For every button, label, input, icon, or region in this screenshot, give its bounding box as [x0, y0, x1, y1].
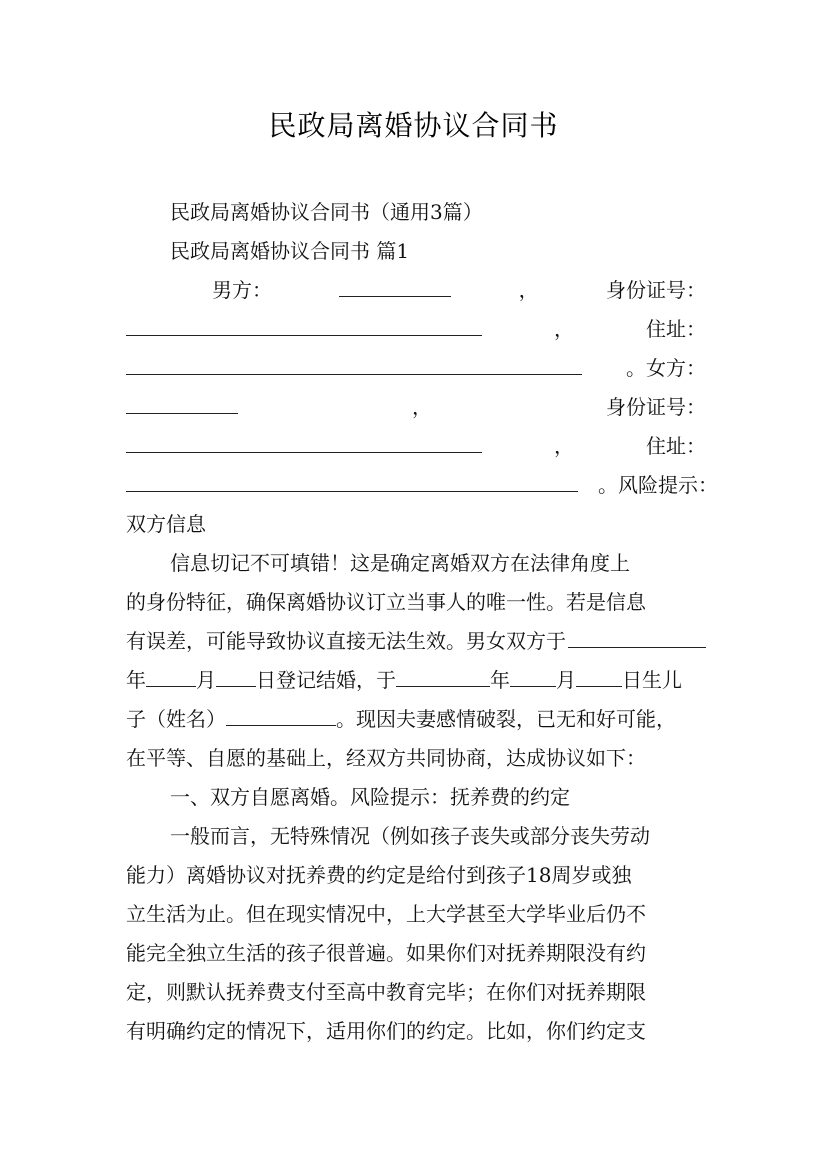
marriage-day-blank [216, 668, 256, 687]
male-address-label: 住址： [646, 317, 706, 341]
paragraph-line: 能力）离婚协议对抚养费的约定是给付到孩子18周岁或独 [126, 863, 632, 887]
form-line-female [126, 394, 706, 420]
paragraph-line: 有明确约定的情况下，适用你们的约定。比如，你们约定支 [126, 1019, 646, 1043]
male-id-label: 身份证号： [605, 278, 706, 302]
marriage-year-blank [568, 629, 706, 648]
paragraph-line [126, 706, 706, 732]
paragraph-line [126, 628, 706, 654]
paragraph-line [126, 667, 706, 693]
birth-month-blank [510, 668, 556, 687]
paragraph-text: 有误差，可能导致协议直接无法生效。男女双方于 [126, 629, 566, 653]
year-label: 年 [126, 668, 146, 692]
form-line-female-id [126, 433, 706, 459]
clause-heading: 一、双方自愿离婚。风险提示：抚养费的约定 [170, 785, 570, 809]
child-text: 日生儿 [622, 668, 682, 692]
risk-tip-label: 。风险提示： [598, 473, 718, 497]
comma: ， [412, 395, 432, 419]
form-line-male-address [126, 355, 706, 381]
male-id-blank [126, 317, 482, 336]
risk-tip-topic: 双方信息 [126, 512, 206, 536]
registered-text: 日登记结婚，于 [256, 668, 396, 692]
female-address-label: 住址： [646, 434, 706, 458]
paragraph-line: 在平等、自愿的基础上，经双方共同协商，达成协议如下： [126, 746, 646, 770]
form-line-female-address [126, 472, 718, 498]
female-id-label: 身份证号： [606, 395, 706, 419]
female-name-blank [126, 395, 238, 414]
birth-year-blank [396, 668, 490, 687]
comma: ， [554, 434, 574, 458]
female-address-blank [126, 473, 578, 492]
birth-day-blank [576, 668, 622, 687]
male-name-blank [339, 278, 451, 297]
paragraph-line: 的身份特征，确保离婚协议订立当事人的唯一性。若是信息 [126, 590, 646, 614]
paragraph-line: 定，则默认抚养费支付至高中教育完毕；在你们对抚养期限 [126, 980, 646, 1004]
form-line-male [212, 277, 706, 303]
form-line-male-id [126, 316, 706, 342]
male-label: 男方： [212, 278, 272, 302]
male-address-blank [126, 356, 582, 375]
year-label: 年 [490, 668, 510, 692]
child-name-label: 子（姓名） [126, 707, 226, 731]
female-label: 。女方： [626, 356, 706, 380]
paragraph-line: 立生活为止。但在现实情况中，上大学甚至大学毕业后仍不 [126, 902, 646, 926]
marriage-month-blank [146, 668, 196, 687]
comma: ， [554, 317, 574, 341]
collection-subtitle: 民政局离婚协议合同书（通用3篇） [170, 200, 483, 224]
paragraph-text: 。现因夫妻感情破裂，已无和好可能， [336, 707, 676, 731]
section-heading: 民政局离婚协议合同书 篇1 [170, 239, 410, 263]
month-label: 月 [196, 668, 216, 692]
paragraph-line: 信息切记不可填错！这是确定离婚双方在法律角度上 [170, 551, 630, 575]
paragraph-line: 一般而言，无特殊情况（例如孩子丧失或部分丧失劳动 [170, 824, 650, 848]
document-title: 民政局离婚协议合同书 [268, 109, 559, 142]
comma: ， [518, 278, 539, 302]
month-label: 月 [556, 668, 576, 692]
paragraph-line: 能完全独立生活的孩子很普遍。如果你们对抚养期限没有约 [126, 941, 646, 965]
female-id-blank [126, 434, 482, 453]
child-name-blank [226, 707, 336, 726]
